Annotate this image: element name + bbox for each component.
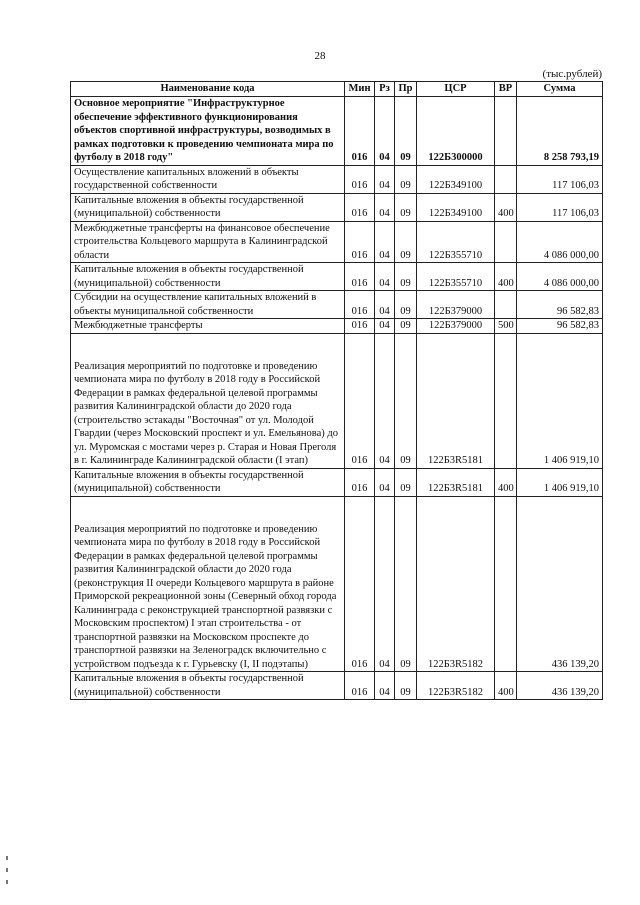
table-row (71, 319, 603, 334)
cell-vr (495, 333, 517, 468)
cell-pr: 09 (395, 468, 417, 496)
cell-pr: 09 (395, 193, 417, 221)
cell-min: 016 (345, 221, 375, 263)
cell-csr: 122Б379000 (417, 319, 495, 334)
table-row (71, 496, 603, 672)
cell-vr: 400 (495, 263, 517, 291)
margin-mark (6, 868, 8, 872)
cell-csr: 122Б300000 (417, 97, 495, 166)
cell-pr: 09 (395, 263, 417, 291)
cell-pr: 09 (395, 672, 417, 700)
cell-min: 016 (345, 165, 375, 193)
cell-min: 016 (345, 319, 375, 334)
cell-pr: 09 (395, 333, 417, 468)
cell-rz: 04 (375, 221, 395, 263)
header-name: Наименование кода (71, 82, 345, 97)
cell-name: Капитальные вложения в объекты государственной (муниципальной) собственности (71, 468, 345, 496)
cell-pr: 09 (395, 291, 417, 319)
header-rz: Рз (375, 82, 395, 97)
table-row (71, 333, 603, 468)
cell-sum: 96 582,83 (517, 291, 603, 319)
cell-sum: 117 106,03 (517, 193, 603, 221)
cell-sum: 117 106,03 (517, 165, 603, 193)
cell-rz: 04 (375, 496, 395, 672)
cell-pr: 09 (395, 221, 417, 263)
table-row (71, 468, 603, 496)
table-header-row (71, 82, 603, 97)
table-row (71, 165, 603, 193)
cell-csr: 122Б3R5182 (417, 672, 495, 700)
cell-sum: 1 406 919,10 (517, 333, 603, 468)
cell-vr (495, 291, 517, 319)
cell-min: 016 (345, 496, 375, 672)
cell-pr: 09 (395, 97, 417, 166)
cell-vr: 400 (495, 193, 517, 221)
cell-csr: 122Б3R5182 (417, 496, 495, 672)
units-note: (тыс.рублей) (542, 68, 602, 80)
table-row (71, 672, 603, 700)
cell-csr: 122Б349100 (417, 165, 495, 193)
cell-min: 016 (345, 468, 375, 496)
cell-name: Межбюджетные трансферты на финансовое обеспечение строительства Кольцевого маршрута в Калининградской области (71, 221, 345, 263)
cell-rz: 04 (375, 97, 395, 166)
cell-pr: 09 (395, 496, 417, 672)
header-vr: ВР (495, 82, 517, 97)
table-row (71, 221, 603, 263)
cell-csr: 122Б355710 (417, 263, 495, 291)
header-sum: Сумма (517, 82, 603, 97)
cell-name: Капитальные вложения в объекты государственной (муниципальной) собственности (71, 263, 345, 291)
cell-rz: 04 (375, 193, 395, 221)
cell-vr: 400 (495, 672, 517, 700)
header-pr: Пр (395, 82, 417, 97)
cell-rz: 04 (375, 165, 395, 193)
cell-rz: 04 (375, 319, 395, 334)
cell-rz: 04 (375, 468, 395, 496)
cell-name: Осуществление капитальных вложений в объекты государственной собственности (71, 165, 345, 193)
cell-sum: 4 086 000,00 (517, 221, 603, 263)
cell-sum: 4 086 000,00 (517, 263, 603, 291)
cell-rz: 04 (375, 291, 395, 319)
cell-vr (495, 221, 517, 263)
cell-rz: 04 (375, 672, 395, 700)
cell-vr (495, 165, 517, 193)
header-csr: ЦСР (417, 82, 495, 97)
cell-vr (495, 97, 517, 166)
cell-min: 016 (345, 672, 375, 700)
cell-vr (495, 496, 517, 672)
cell-name: Межбюджетные трансферты (71, 319, 345, 334)
table-row (71, 193, 603, 221)
margin-mark (6, 856, 8, 860)
cell-name: Капитальные вложения в объекты государственной (муниципальной) собственности (71, 672, 345, 700)
margin-mark (6, 880, 8, 884)
cell-sum: 96 582,83 (517, 319, 603, 334)
table-row (71, 263, 603, 291)
cell-min: 016 (345, 97, 375, 166)
header-min: Мин (345, 82, 375, 97)
cell-min: 016 (345, 333, 375, 468)
budget-table (70, 81, 603, 700)
cell-vr: 500 (495, 319, 517, 334)
cell-pr: 09 (395, 319, 417, 334)
page-number: 28 (314, 50, 326, 62)
cell-csr: 122Б379000 (417, 291, 495, 319)
table-row (71, 97, 603, 166)
cell-sum: 1 406 919,10 (517, 468, 603, 496)
cell-name: Основное мероприятие "Инфраструктурное обеспечение эффективного функционирования объектов спортивной инфраструктуры, возводимых в рамках подготовки к проведению чемпионата мира по футболу в 2018 году" (71, 97, 345, 166)
cell-min: 016 (345, 193, 375, 221)
cell-sum: 436 139,20 (517, 672, 603, 700)
cell-sum: 436 139,20 (517, 496, 603, 672)
cell-name: Реализация мероприятий по подготовке и проведению чемпионата мира по футболу в 2018 году в Российской Федерации в рамках федеральной целевой программы развития Калининградской области до 2020 года (реконструкция II очереди Кольцевого маршрута в районе Приморской рекреационной зоны (Северный обход города Калининграда с реконструкцией транспортной развязки с Московским проспектом) I этап строительства - от транспортной развязки на Московском проспекте до транспортной развязки на Зеленоградск включительно с устройством подъезда к г. Гурьевску (I, II подэтапы) (71, 496, 345, 672)
cell-csr: 122Б3R5181 (417, 333, 495, 468)
cell-rz: 04 (375, 333, 395, 468)
cell-rz: 04 (375, 263, 395, 291)
cell-csr: 122Б349100 (417, 193, 495, 221)
cell-name: Субсидии на осуществление капитальных вложений в объекты муниципальной собственности (71, 291, 345, 319)
table-row (71, 291, 603, 319)
cell-name: Реализация мероприятий по подготовке и проведению чемпионата мира по футболу в 2018 году в Российской Федерации в рамках федеральной целевой программы развития Калининградской области до 2020 года (строительство эстакады "Восточная" от ул. Молодой Гвардии (через Московский проспект и ул. Емельянова) до ул. Муромская с мостами через р. Старая и Новая Преголя в г. Калининграде Калининградской области (I этап) (71, 333, 345, 468)
cell-vr: 400 (495, 468, 517, 496)
cell-csr: 122Б355710 (417, 221, 495, 263)
cell-pr: 09 (395, 165, 417, 193)
cell-min: 016 (345, 291, 375, 319)
cell-min: 016 (345, 263, 375, 291)
cell-sum: 8 258 793,19 (517, 97, 603, 166)
cell-name: Капитальные вложения в объекты государственной (муниципальной) собственности (71, 193, 345, 221)
cell-csr: 122Б3R5181 (417, 468, 495, 496)
